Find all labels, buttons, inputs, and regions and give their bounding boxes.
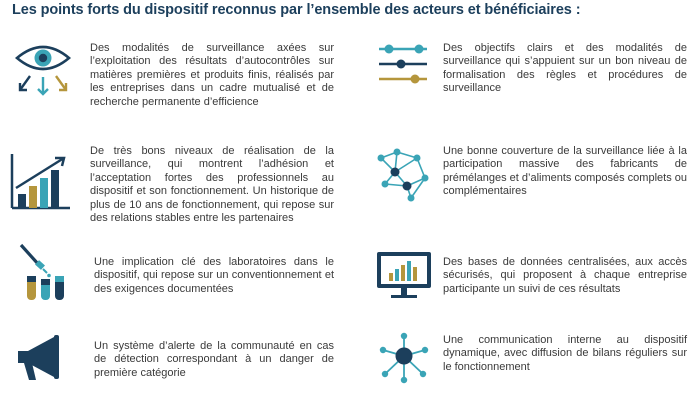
right-item-3-text: Des bases de données centralisées, aux accès sécurisés, qui proposent à chaque entreprise participante un suivi de ces résultats <box>443 256 687 295</box>
page-title: Les points forts du dispositif reconnus par l’ensemble des acteurs et bénéficiaires : <box>12 2 581 18</box>
right-item-2-text: Une bonne couverture de la surveillance liée à la participation massive des fabricants de prémélanges et d’aliments composés complets ou complémentaires <box>443 145 687 198</box>
hub-icon <box>373 330 435 392</box>
left-item-3-text: Une implication clé des laboratoires dans le dispositif, qui repose sur un conventionnement et des exigences documentées <box>94 256 334 295</box>
monitor-chart-icon <box>373 246 435 308</box>
left-item-2-text: De très bons niveaux de réalisation de la surveillance, qui montrent l’adhésion et l’acceptation fortes des professionnels au dispositif et son fonctionnement. Un historique de plus de 10 ans de fonctionnement, qui repose sur des relations stables entre les partenaires <box>90 145 334 225</box>
megaphone-icon <box>14 332 76 394</box>
sliders-icon <box>375 36 437 98</box>
network-icon <box>373 144 435 206</box>
left-item-1-text: Des modalités de surveillance axées sur l’exploitation des résultats d’autocontrôles sur matières premières et produits finis, réalisés par les entreprises dans un cadre mutualisé et de recherche permanente d’efficience <box>90 42 334 108</box>
right-item-1-text: Des objectifs clairs et des modalités de surveillance qui s’appuient sur un bon niveau de formalisation des règles et procédures de surveillance <box>443 42 687 95</box>
growth-chart-icon <box>10 152 72 214</box>
right-item-4-text: Une communication interne au dispositif dynamique, avec diffusion de bilans réguliers sur le fonctionnement <box>443 334 687 373</box>
lab-tubes-icon <box>14 242 76 304</box>
eye-icon <box>12 40 74 102</box>
left-item-4-text: Un système d’alerte de la communauté en cas de détection correspondant à un danger de première catégorie <box>94 340 334 379</box>
